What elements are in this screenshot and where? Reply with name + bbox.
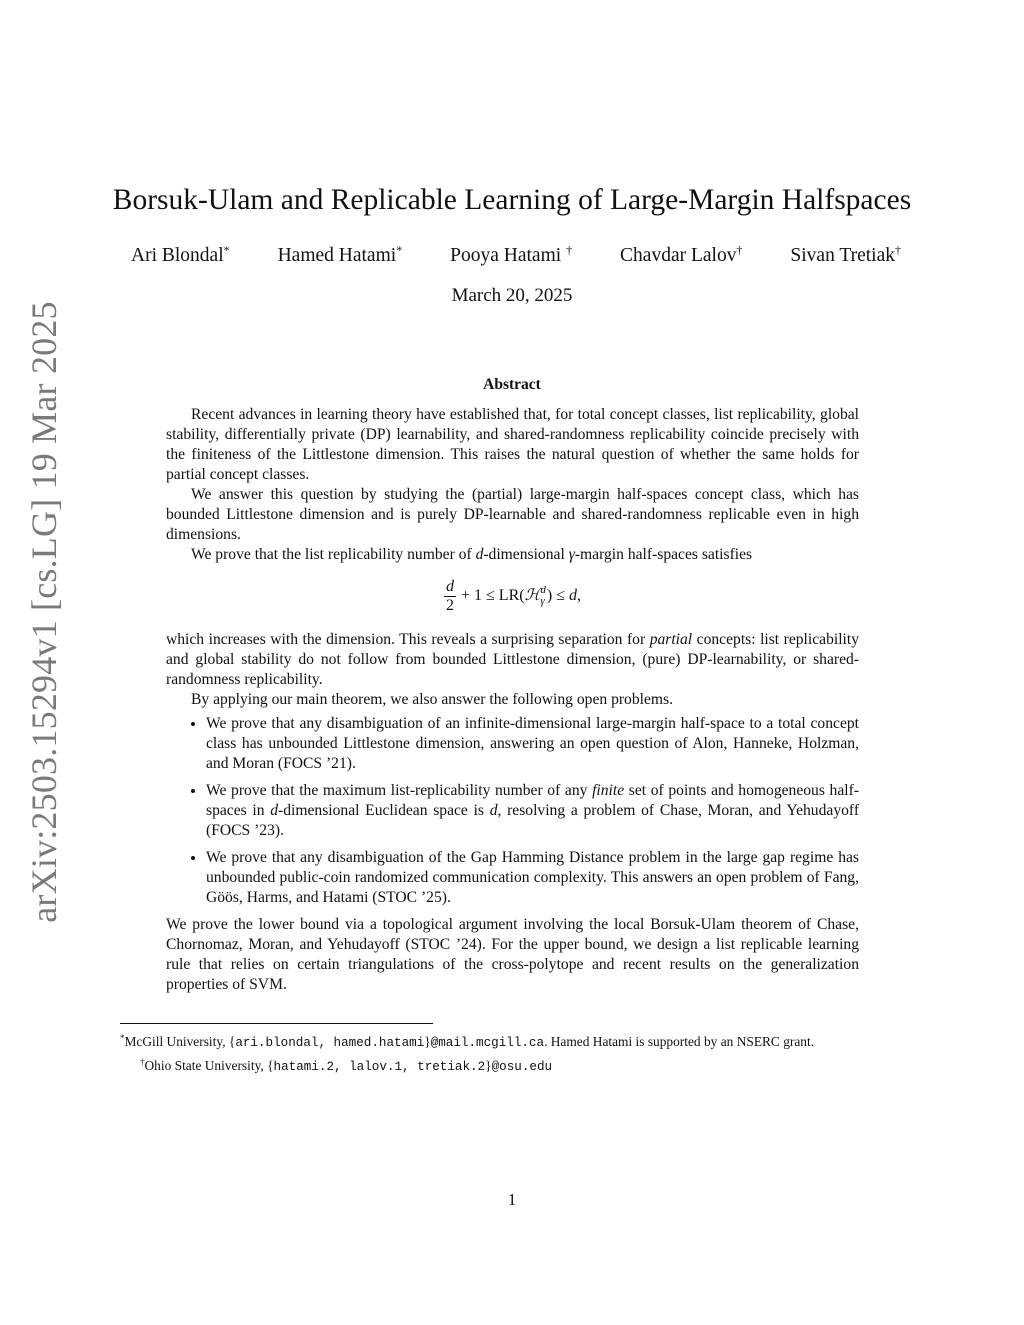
author: Ari Blondal*	[131, 243, 230, 266]
author: Sivan Tretiak†	[790, 243, 901, 266]
display-equation: $\frac{d}{2}$ + 1 ≤ LR( ℋ d γ ) ≤ d ,	[446, 577, 581, 614]
footnotes	[120, 1030, 906, 1078]
abstract-heading: Abstract	[483, 376, 541, 393]
abstract-body	[166, 405, 859, 995]
footnote-divider	[120, 1023, 433, 1024]
author: Chavdar Lalov†	[620, 243, 743, 266]
author: Pooya Hatami †	[450, 243, 573, 266]
author-list	[131, 243, 901, 267]
footnote: †Ohio State University, {hatami.2, lalov.1, tretiak.2}@osu.edu	[140, 1057, 553, 1074]
open-problems-list	[166, 714, 859, 908]
list-item: • We prove that the maximum list-replicability number of any finite set of points and homogeneous half-spaces in d-dimensional Euclidean space is d, resolving a problem of Chase, Moran, and Yehudayoff (FOCS ’23).	[206, 781, 859, 841]
page-number: 1	[507, 1190, 517, 1209]
publication-date: March 20, 2025	[451, 285, 573, 306]
fraction: $\frac{d}{2}$	[446, 577, 454, 614]
abstract-paragraph: which increases with the dimension. This reveals a surprising separation for partial concepts: list replicability and global stability do not follow from bounded Littlestone dimension, (pure) DP-learnability, or shared-randomness replicability.	[166, 631, 859, 688]
abstract-paragraph: Recent advances in learning theory have established that, for total concept classes, list replicability, global stability, differentially private (DP) learnability, and shared-randomness replicability coincide precisely with the finiteness of the Littlestone dimension. This raises the natural question of whether the same holds for partial concept classes.	[166, 406, 859, 483]
abstract-paragraph: By applying our main theorem, we also answer the following open problems.	[191, 691, 674, 708]
list-item: • We prove that any disambiguation of the Gap Hamming Distance problem in the large gap regime has unbounded public-coin randomized communication complexity. This answers an open problem of Fang, Göös, Harms, and Hatami (STOC ’25).	[206, 848, 859, 908]
abstract-paragraph: We answer this question by studying the (partial) large-margin half-spaces concept class, which has bounded Littlestone dimension and is purely DP-learnable and shared-randomness replicable even in high dimensions.	[166, 486, 859, 543]
author: Hamed Hatami*	[277, 243, 403, 266]
paper-title: Borsuk-Ulam and Replicable Learning of Large-Margin Halfspaces	[112, 184, 912, 216]
abstract-paragraph: We prove that the list replicability number of d-dimensional γ-margin half-spaces satisfies	[191, 546, 753, 563]
footnote: *McGill University, {ari.blondal, hamed.hatami}@mail.mcgill.ca. Hamed Hatami is supported by an NSERC grant.	[120, 1033, 815, 1050]
list-item: • We prove that any disambiguation of an infinite-dimensional large-margin half-space to a total concept class has unbounded Littlestone dimension, answering an open question of Alon, Hanneke, Holzman, and Moran (FOCS ’21).	[206, 714, 859, 774]
arxiv-identifier: arXiv:2503.15294v1 [cs.LG] 19 Mar 2025	[24, 301, 64, 923]
abstract-paragraph: We prove the lower bound via a topological argument involving the local Borsuk-Ulam theorem of Chase, Chornomaz, Moran, and Yehudayoff (STOC ’24). For the upper bound, we design a list replicable learning rule that relies on certain triangulations of the cross-polytope and recent results on the generalization properties of SVM.	[166, 916, 859, 993]
